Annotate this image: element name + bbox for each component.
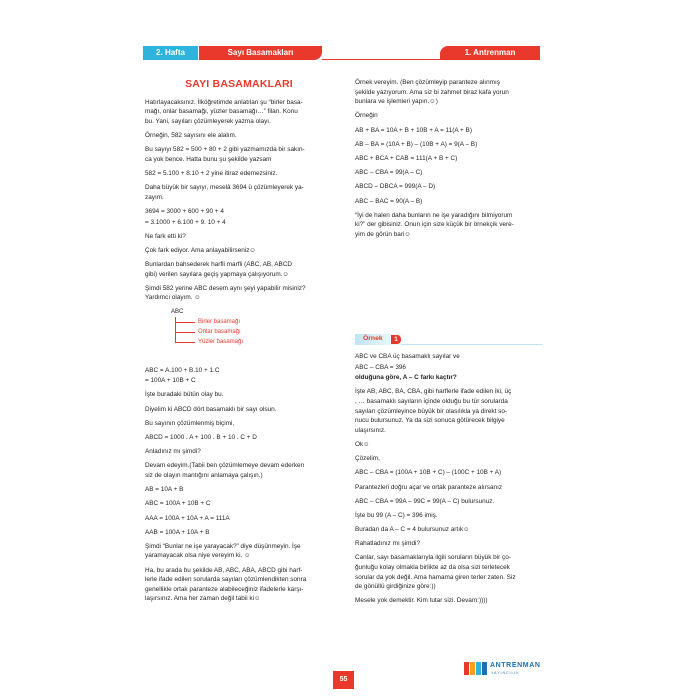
equation: AB + BA = 10A + B + 10B + A = 11(A + B) [355, 126, 472, 134]
example-header-line [401, 344, 543, 345]
diagram-bracket-line [175, 332, 195, 333]
equation: AB – BA = (10A + B) – (10B + A) = 9(A – B) [355, 140, 478, 148]
paragraph: Şimdi “Bunlar ne işe yarayacak?” diye düşünmeyin. İşe yaramayacak olsa niye vereyim ki. ☺ [145, 542, 301, 560]
paragraph: Diyelim ki ABCD dört basamaklı bir sayı olsun. [145, 405, 277, 413]
page-number: 55 [333, 671, 354, 689]
topic-tag: Sayı Basamakları [199, 46, 322, 60]
equation: ABC – CBA = (100A + 10B + C) – (100C + 10B + A) [355, 469, 502, 477]
paragraph: Ne fark etti ki? [145, 232, 186, 240]
diagram-bracket-line [175, 342, 195, 343]
diagram-tens-label: Onlar basamağı [198, 328, 241, 335]
example-number: 1 [391, 335, 401, 344]
equation: ABC – CBA = 99A – 99C = 99(A – C) bulursunuz. [355, 497, 495, 505]
equation: = 100A + 10B + C [145, 377, 196, 385]
equation: ABCD = 1000 . A + 100 . B + 10 . C + D [145, 433, 257, 441]
paragraph: Çok fark ediyor. Ama anlayabilirseniz☺ [145, 246, 256, 254]
paragraph: Parantezleri doğru açar ve ortak paranteze alırsanız [355, 483, 503, 491]
equation: ABC = A.100 + B.10 + 1.C [145, 366, 220, 374]
paragraph: Ha, bu arada bu şekilde AB, ABC, ABA, ABCD gibi harf- lerle ifade edilen sorularda sayıları çözümlendikten sonra genellikle ortak paranteze alabileceğiniz ifadelerle karşı- laşırsınız. Ama her zaman değil tabii ki☺ [145, 566, 307, 603]
diagram-ones-label: Birler basamağı [198, 318, 241, 325]
paragraph: İşte AB, ABC, BA, CBA, gibi harflerle ifade edilen iki, üç , … basamaklı sayıların içinde olduğu bu tür sorularda sayıları çözümleyince büyük bir olasılıkla ya direkt so- nucu bulursunuz. Ya da sizi sonuca götürecek bilgiye ulaşırsınız. [355, 388, 512, 434]
equation: = 3.1000 + 6.100 + 9. 10 + 4 [145, 218, 226, 226]
header-divider [322, 59, 440, 60]
equation: ABC + BCA + CAB = 111(A + B + C) [355, 154, 458, 162]
logo-brand-text: ANTRENMAN [490, 662, 541, 669]
paragraph: Çözelim, [355, 455, 380, 463]
question-line: ABC – CBA = 396 [355, 363, 406, 371]
example-label: Örnek [363, 335, 383, 342]
paragraph: Bu sayının çözümlenmiş biçimi, [145, 419, 235, 427]
paragraph: Anladınız mı şimdi? [145, 448, 201, 456]
equation: AAB = 100A + 10A + B [145, 528, 210, 536]
diagram-bracket-line [175, 322, 195, 323]
equation: ABC = 100A + 10B + C [145, 500, 211, 508]
paragraph: İşte buradaki bütün olay bu. [145, 391, 224, 399]
diagram-bracket-line [175, 317, 176, 343]
equation: İşte bu 99 (A – C) = 396 imiş. [355, 511, 438, 519]
right-column [355, 78, 543, 244]
paragraph: Hatırlayacaksınız. İlköğretimde anlatılan şu “birler basa- mağı, onlar basamağı, yüzler basamağı…” filan. Konu bu. Yani, sayıları çözümleyerek yazma olayı. [145, 98, 303, 125]
equation: AAA = 100A + 10A + A = 111A [145, 514, 230, 522]
equation: AB = 10A + B [145, 486, 184, 494]
diagram-abc-label: ABC [171, 308, 184, 315]
example-header [355, 334, 543, 345]
logo-sub-text: YAYINCILIK [491, 671, 520, 675]
paragraph: Bu sayıyı 582 = 500 + 80 + 2 gibi yazmamızda bir sakın- ca yok bence. Hatta bunu şu şekilde yazsam [145, 146, 305, 163]
page-title: SAYI BASAMAKLARI [185, 78, 293, 90]
paragraph: Bunlardan bahsederek harfli marfli (ABC, AB, ABCD gibi) verilen sayılara geçiş yapmaya çalışıyorum.☺ [145, 261, 293, 278]
paragraph: Rahatladınız mı şimdi? [355, 540, 420, 548]
question-line: olduğuna göre, A – C farkı kaçtır? [355, 374, 457, 382]
equation: Buradan da A – C = 4 bulursunuz artık☺ [355, 526, 470, 534]
paragraph: Şimdi 582 yerine ABC desem aynı şeyi yapabilir misiniz? Yardımcı olayım. ☺ [145, 284, 306, 302]
paragraph: Daha büyük bir sayıyı, meselâ 3694 ü çözümleyerek ya- zayım. [145, 184, 304, 201]
equation: 3694 = 3000 + 600 + 90 + 4 [145, 207, 224, 215]
paragraph: Devam edeyim.(Tabii ben çözümlemeye devam ederken siz de olayın mantığını anlamaya çalışın.) [145, 462, 305, 479]
equation: ABCD – DBCA = 999(A – D) [355, 183, 436, 191]
section-tag: 1. Antrenman [440, 46, 540, 60]
paragraph: Örneğin, 582 sayısını ele alalım. [145, 131, 237, 139]
paragraph: Mesele yok demektir. Kim tutar sizi. Devam:)))) [355, 597, 488, 605]
paragraph: Örneğin [355, 112, 378, 120]
right-column-example [355, 352, 543, 611]
equation: ABC – CBA = 99(A – C) [355, 169, 423, 177]
place-value-diagram [145, 308, 333, 358]
equation: ABC – BAC = 90(A – B) [355, 197, 423, 205]
paragraph: Canlar, sayı basamaklarıyla ilgili soruların büyük bir ço- ğunluğu kolay olmakla birlikte az da olsa sizi terletecek sorular da yok değil. Ama hamama giren terler zaten. Siz de gönüllü girdiğinize göre:)) [355, 554, 516, 591]
equation: 582 = 5.100 + 8.10 + 2 yine itiraz edemezsiniz. [145, 169, 278, 177]
publisher-logo [464, 660, 544, 678]
diagram-hundreds-label: Yüzler basamağı [198, 338, 244, 345]
paragraph: “İyi de halen daha bunların ne işe yaradığını bilmiyorum ki?” der gibisiniz. Onun için size küçük bir örnekçik vere- yim de görün bari☺ [355, 211, 514, 238]
paragraph: Örnek vereyim. (Ben çözümleyip paranteze alınmış şekilde yazıyorum. Ama siz bi zahmet biraz kafa yorun bunlara ve işlemleri yapın.☺) [355, 79, 509, 106]
question-line: ABC ve CBA üç basamaklı sayılar ve [355, 353, 460, 360]
week-tag: 2. Hafta [143, 46, 198, 60]
paragraph: Ok☺ [355, 440, 370, 448]
left-column [145, 78, 333, 609]
